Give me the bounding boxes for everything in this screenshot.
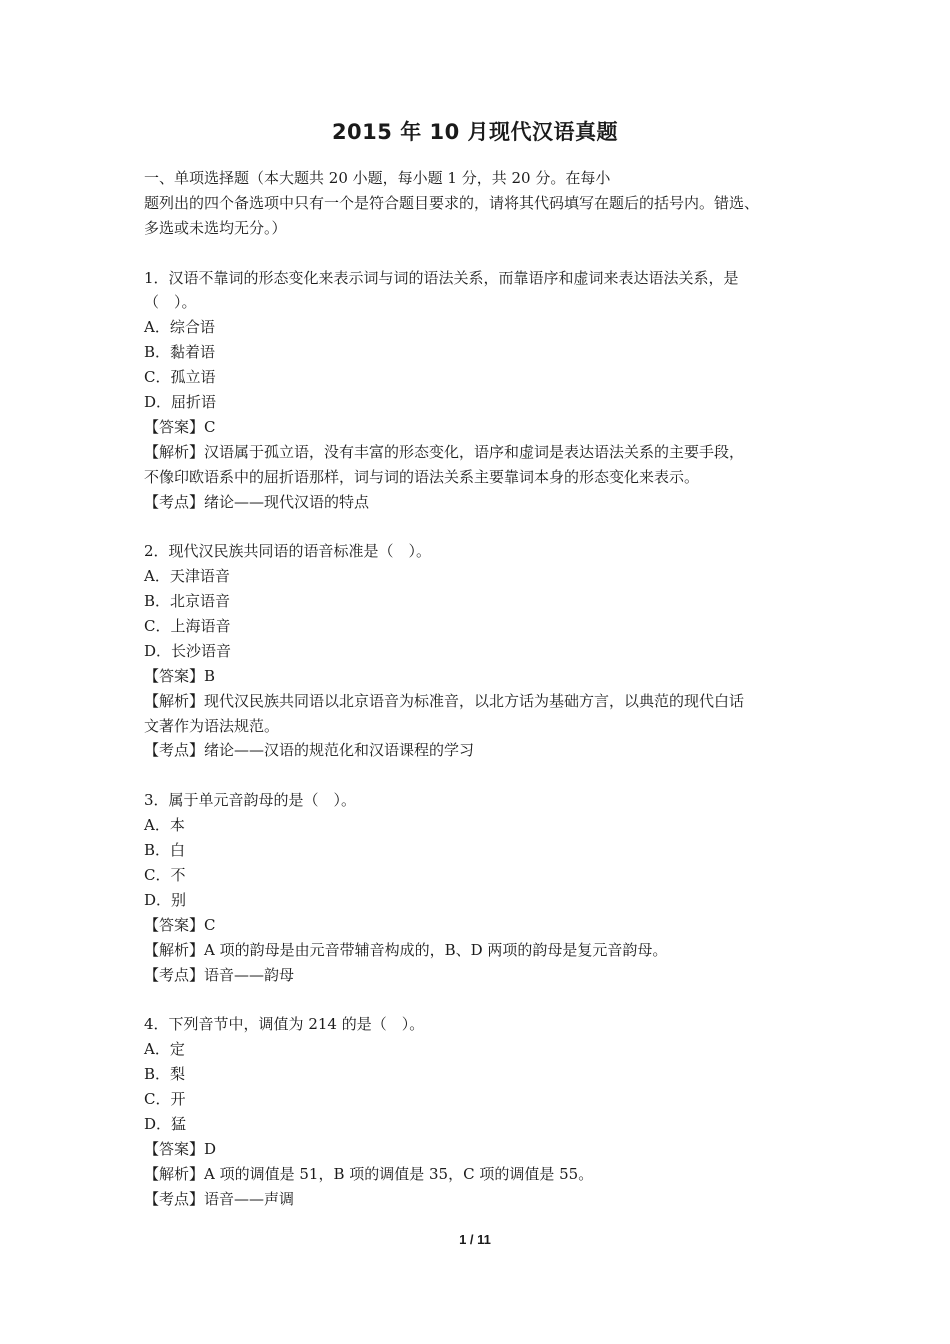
analysis: 【解析】现代汉民族共同语以北京语音为标准音，以北方话为基础方言，以典范的现代白话 [144,691,745,710]
answer: 【答案】C [144,417,216,436]
question-4 [144,1012,814,1211]
option-a: A．定 [144,1040,185,1059]
question-stem: 3．属于单元音韵母的是（ ）。 [144,791,357,810]
document-body [144,166,814,1211]
analysis: 【解析】A 项的韵母是由元音带辅音构成的，B、D 两项的韵母是复元音韵母。 [144,940,668,959]
answer: 【答案】B [144,666,216,685]
option-a: A．本 [144,816,185,835]
option-b: B．梨 [144,1065,186,1084]
option-a: A．综合语 [144,318,215,337]
question-stem: 1．汉语不靠词的形态变化来表示词与词的语法关系，而靠语序和虚词来表达语法关系，是 [144,268,739,287]
option-b: B．黏着语 [144,343,216,362]
option-c: C．孤立语 [144,368,216,387]
question-stem: 4．下列音节中，调值为 214 的是（ ）。 [144,1015,425,1034]
section-heading: 一、单项选择题（本大题共 20 小题，每小题 1 分，共 20 分。在每小 [144,169,611,187]
analysis: 【解析】A 项的调值是 51，B 项的调值是 35，C 项的调值是 55。 [144,1164,594,1183]
option-d: D．长沙语音 [144,641,232,660]
option-b: B．白 [144,841,186,860]
answer: 【答案】C [144,915,216,934]
question-stem-cont: （ ）。 [144,293,197,312]
option-d: D．猛 [144,1114,187,1133]
question-3 [144,788,814,987]
section-instructions-end: 多选或未选均无分。） [144,218,287,237]
analysis-cont: 文著作为语法规范。 [144,716,280,735]
page-number: 1 / 11 [459,1232,491,1247]
exam-point: 【考点】语音——声调 [144,1189,295,1208]
question-2 [144,539,814,763]
option-c: C．开 [144,1089,186,1108]
option-c: C．上海语音 [144,617,231,636]
answer: 【答案】D [144,1139,217,1158]
option-d: D．别 [144,890,187,909]
document-title: 2015 年 10 月现代汉语真题 [331,120,619,144]
option-a: A．天津语音 [144,567,230,586]
exam-point: 【考点】绪论——汉语的规范化和汉语课程的学习 [144,741,475,760]
option-b: B．北京语音 [144,592,231,611]
question-1 [144,266,814,515]
section-instructions: 题列出的四个备选项中只有一个是符合题目要求的，请将其代码填写在题后的括号内。错选、 [144,193,760,212]
analysis: 【解析】汉语属于孤立语，没有丰富的形态变化，语序和虚词是表达语法关系的主要手段， [144,442,745,461]
option-d: D．屈折语 [144,393,217,412]
question-stem: 2．现代汉民族共同语的语音标准是（ ）。 [144,542,432,561]
exam-point: 【考点】绪论——现代汉语的特点 [144,492,370,511]
exam-point: 【考点】语音——韵母 [144,965,295,984]
analysis-cont: 不像印欧语系中的屈折语那样，词与词的语法关系主要靠词本身的形态变化来表示。 [144,467,700,486]
option-c: C．不 [144,865,186,884]
